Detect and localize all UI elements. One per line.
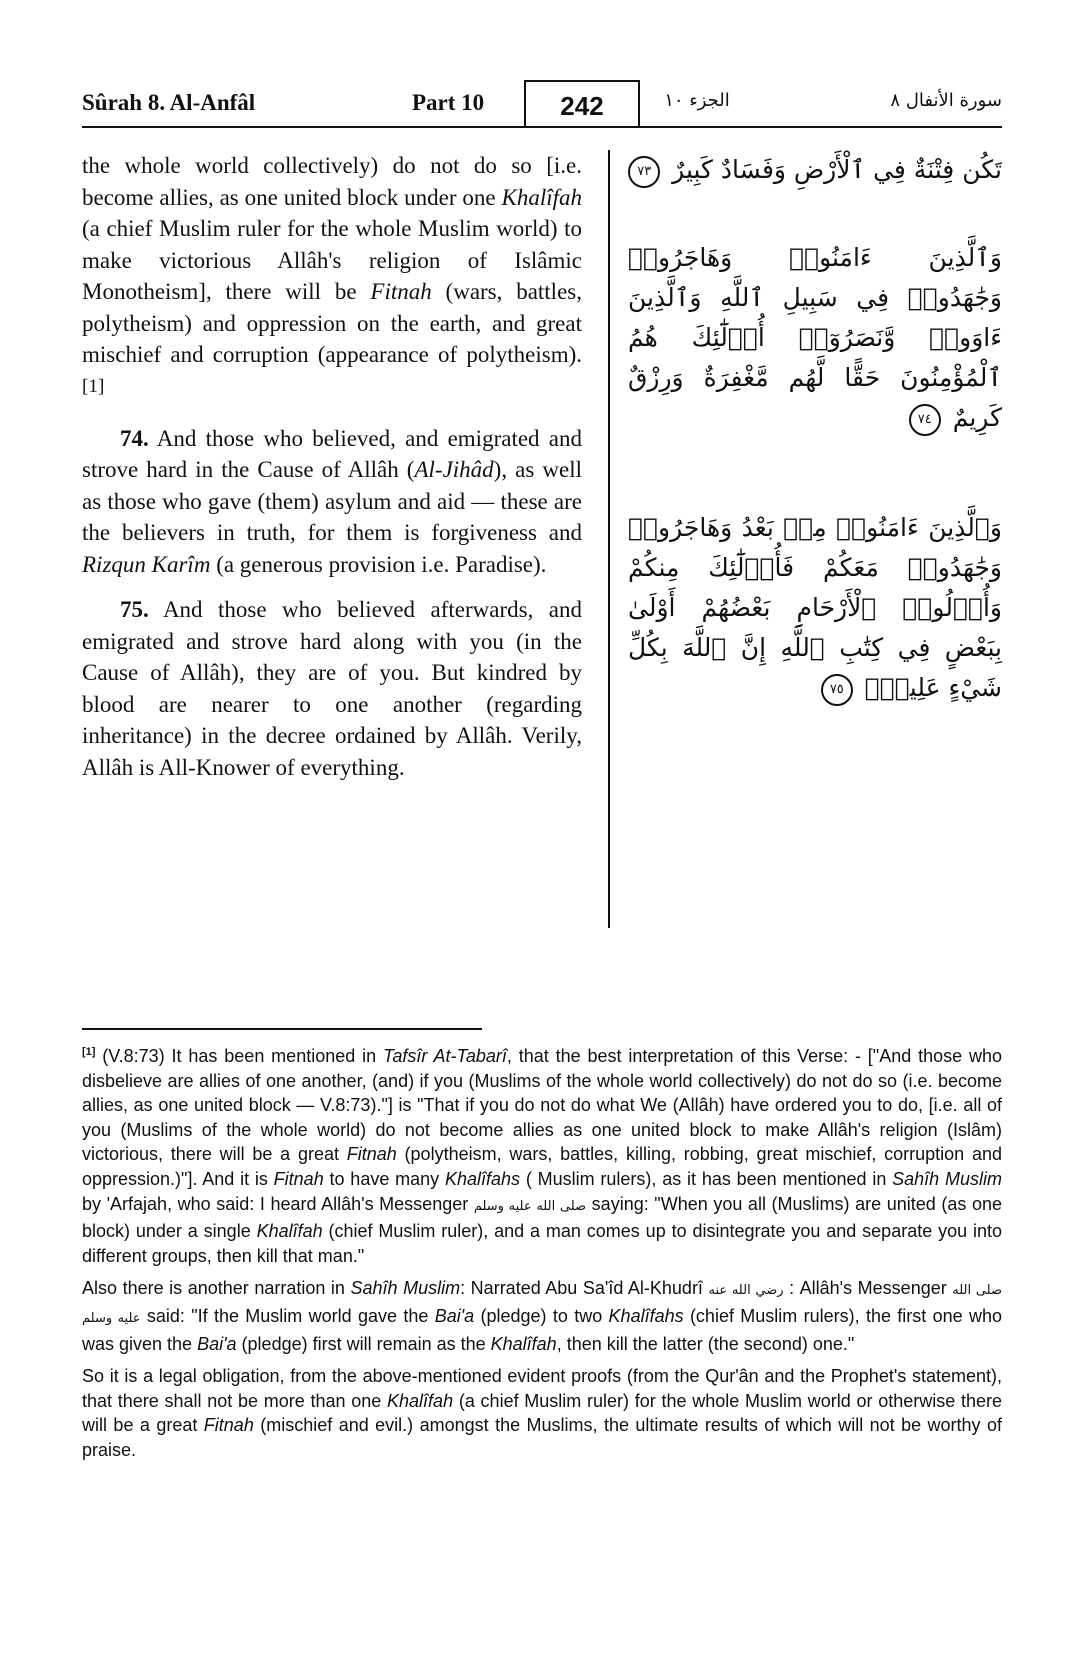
ayah-number-marker: ٧٣ [628, 156, 660, 188]
surah-title-arabic: سورة الأنفال ٨ [890, 90, 1002, 111]
arabic-text-column [628, 150, 1002, 708]
ayah-number-marker: ٧٥ [821, 674, 853, 706]
surah-title-english: Sûrah 8. Al-Anfâl [82, 90, 256, 115]
ayah-number-marker: ٧٤ [909, 404, 941, 436]
column-divider [608, 150, 610, 928]
juz-label-arabic: الجزء ١٠ [664, 90, 730, 111]
verse-number: 74. [120, 425, 149, 451]
footnote-paragraph: So it is a legal obligation, from the above-mentioned evident proofs (from the Qur'ân and the Prophet's statement), that there shall not be more than one Khalîfah (a chief Muslim ruler) for the whole Muslim world or otherwise there will be a great Fitnah (mischief and evil.) amongst the Muslims, the ultimate results of which will not be worthy of praise. [82, 1366, 1002, 1460]
verse-73-continuation: the whole world collectively) do not do so [i.e. become allies, as one united block under one Khalîfah (a chief Muslim ruler for the whole Muslim world) to make victorious Allâh's religion of Islâmic Monotheism], there will be Fitnah (wars, battles, polytheism) and oppression on the earth, and great mischief and corruption (appearance of polytheism).[1] [82, 153, 582, 397]
salawat-arabic: صلى الله عليه وسلم [82, 1283, 1002, 1326]
radiallahu-arabic: رضي الله عنه [708, 1283, 784, 1299]
footnote-reference[interactable]: [1] [82, 375, 105, 397]
header-rule [82, 126, 1002, 128]
english-translation-column [82, 150, 582, 797]
verse-73-arabic: تَكُن فِتْنَةٌ فِي ٱلْأَرْضِ وَفَسَادٌ كَبِيرٌ ٧٣ [628, 150, 1002, 190]
footnote [82, 1040, 1002, 1471]
verse-75-translation: 75. And those who believed afterwards, and emigrated and strove hard along with you (in the Cause of Allâh), they are of you. But kindred by blood are nearer to one another (regarding inheritance) in the decree ordained by Allâh. Verily, Allâh is All-Knower of everything. [82, 597, 582, 780]
verse-number: 75. [120, 597, 149, 623]
footnote-rule [82, 1028, 482, 1030]
page-number: 242 [524, 80, 640, 128]
footnote-paragraph: [1] (V.8:73) It has been mentioned in Tafsîr At-Tabarî, that the best interpretation of this Verse: - ["And those who disbelieve are allies of one another, (and) if you (Muslims of the whole world collectively) do not do so (i.e. become allies, as one united block — V.8:73)."] is "That if you do not do what We (Allâh) have ordered you to do, [i.e. all of you (Muslims of the whole world) do not become allies as one united block to make Allâh's religion (Islâm) victorious, there will be a great Fitnah (polytheism, wars, battles, killing, robbing, great mischief, corruption and oppression.)"]. And it is Fitnah to have many Khalîfahs ( Muslim rulers), as it has been mentioned in Sahîh Muslim by 'Arfajah, who said: I heard Allâh's Messenger صلى الله عليه وسلم saying: "When you all (Muslims) are united (as one block) under a single Khalîfah (chief Muslim ruler), and a man comes up to disintegrate you and separate you into different groups, then kill that man." [82, 1046, 1002, 1266]
footnote-marker: [1] [82, 1046, 96, 1058]
footnote-paragraph: Also there is another narration in Sahîh Muslim: Narrated Abu Sa'îd Al-Khudrî رضي الله عنه : Allâh's Messenger صلى الله عليه وسلم said: "If the Muslim world gave the Bai'a (pledge) to two Khalîfahs (chief Muslim rulers), the first one who was given the Bai'a (pledge) first will remain as the Khalîfah, then kill the latter (the second) one." [82, 1278, 1002, 1354]
page-header [82, 84, 1002, 128]
verse-74-arabic: وَٱلَّذِينَ ءَامَنُوا۟ وَهَاجَرُوا۟ وَجَٰهَدُوا۟ فِي سَبِيلِ ٱللَّهِ وَٱلَّذِينَ ءَاوَوا۟ وَّنَصَرُوٓا۟ أُو۟لَٰٓئِكَ هُمُ ٱلْمُؤْمِنُونَ حَقًّا لَّهُم مَّغْفِرَةٌ وَرِزْقٌ كَرِيمٌ ٧٤ [628, 238, 1002, 438]
verse-75-arabic: وَٱلَّذِينَ ءَامَنُوا۟ مِنۢ بَعْدُ وَهَاجَرُوا۟ وَجَٰهَدُوا۟ مَعَكُمْ فَأُو۟لَٰٓئِكَ مِنكُمْ وَأُو۟لُوا۟ ٱلْأَرْحَامِ بَعْضُهُمْ أَوْلَىٰ بِبَعْضٍ فِي كِتَٰبِ ٱللَّهِ إِنَّ ٱللَّهَ بِكُلِّ شَيْءٍ عَلِيمٌۢ ٧٥ [628, 508, 1002, 708]
part-label: Part 10 [412, 90, 485, 115]
verse-74-translation: 74. And those who believed, and emigrated and strove hard in the Cause of Allâh (Al-Jihâd), as well as those who gave (them) asylum and aid — these are the believers in truth, for them is forgiveness and Rizqun Karîm (a generous provision i.e. Paradise). [82, 425, 582, 577]
salawat-arabic: صلى الله عليه وسلم [473, 1198, 587, 1214]
